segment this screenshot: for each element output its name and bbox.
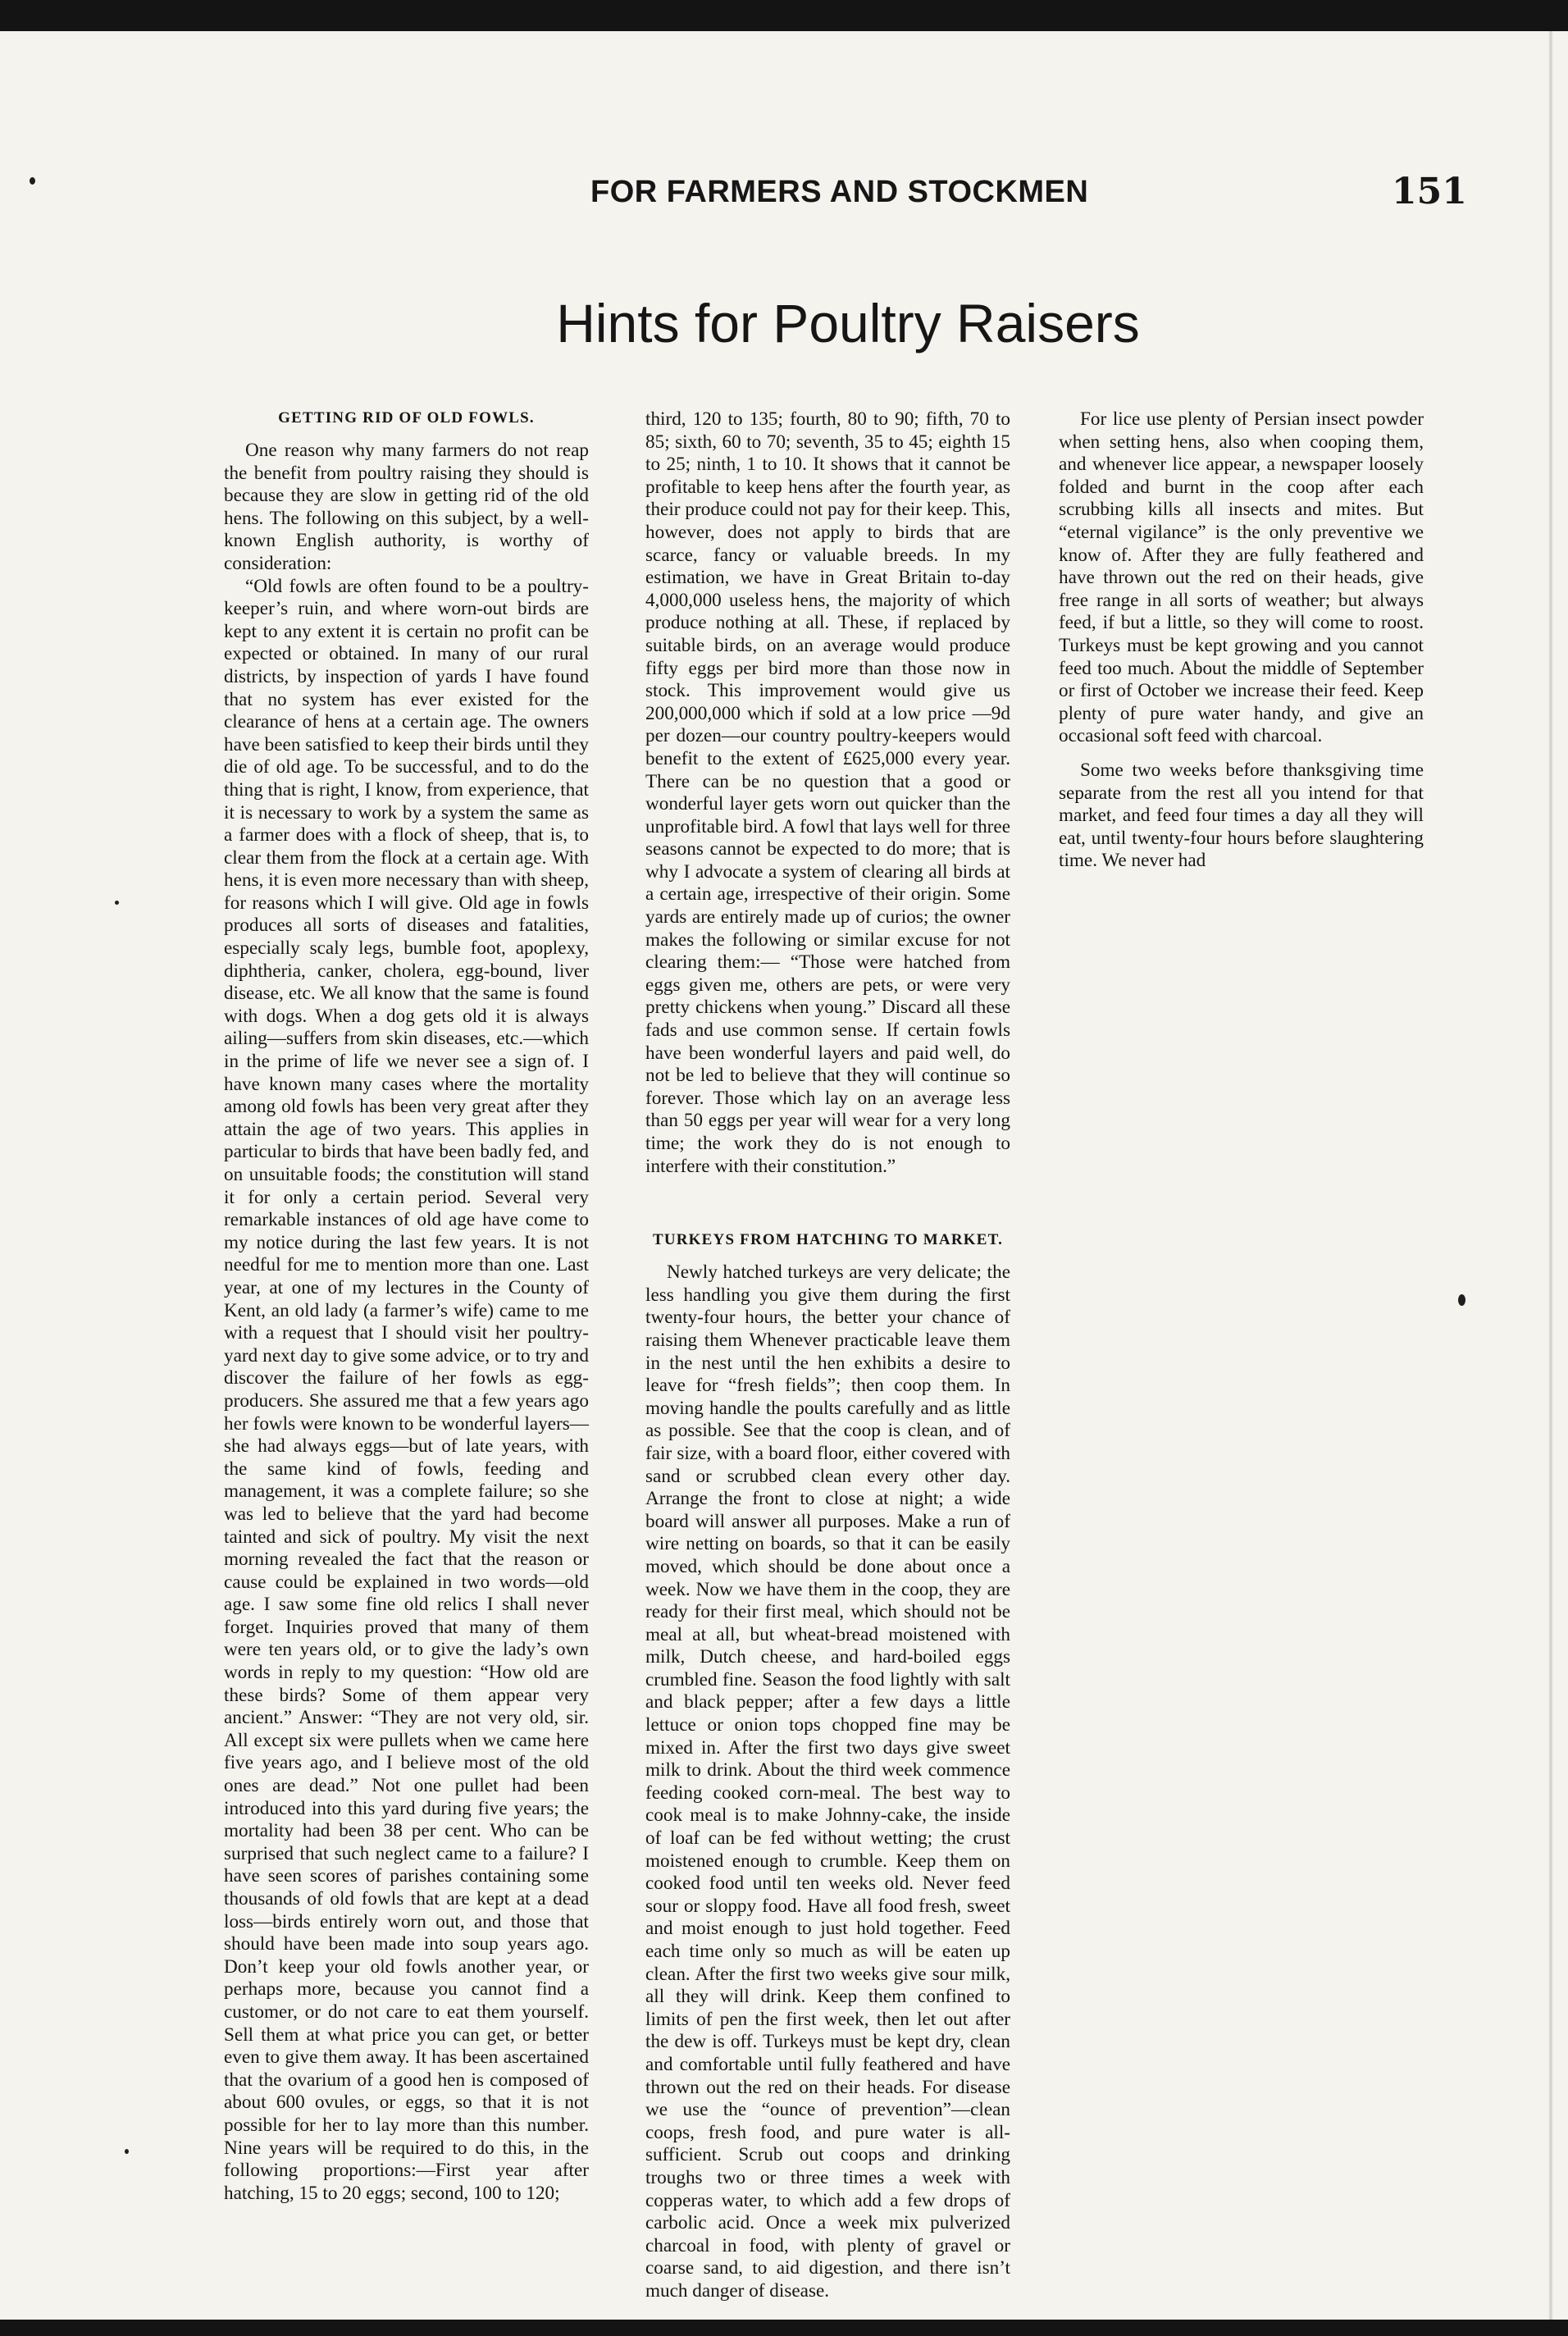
body-paragraph: Newly hatched turkeys are very delicate; the less handling you give them during the first twenty-four hours, the better your chance of raising them Whenever practicable leave them in the nest until the hen exhibits a desire to leave for “fresh fields”; then coop them. In moving handle the poults carefully and as little as possible. See that the coop is clean, and of fair size, with a board floor, either covered with sand or scrubbed clean every other day. Arrange the front to close at night; a wide board will answer all purposes. Make a run of wire netting on boards, so that it can be easily moved, which should be done about once a week. Now we have them in the coop, they are ready for their first meal, which should not be meal at all, but wheat-bread moistened with milk, Dutch cheese, and hard-boiled eggs crumbled fine. Season the food lightly with salt and black pepper; after a few days a little lettuce or onion tops chopped fine may be mixed in. After the first two days give sweet milk to drink. About the third week commence feeding cooked corn-meal. The best way to cook meal is to make Johnny-cake, the inside of loaf can be fed without wetting; the crust moistened enough to crumble. Keep them on cooked food until ten weeks old. Never feed sour or sloppy food. Have all food fresh, sweet and moist enough to just hold together. Feed each time only so much as will be eaten up clean. After the first two weeks give sour milk, all they will drink. Keep them confined to limits of pen the first week, then let out after the dew is off. Turkeys must be kept dry, clean and comfortable until fully feathered and have thrown out the red on their heads. For disease we use the “ounce of prevention”—clean coops, fresh food, and pure water is all-sufficient. Scrub out coops and drinking troughs two or three times a week with copperas water, to which add a few drops of carbolic acid. Once a week mix pulverized charcoal in food, with plenty of gravel or coarse sand, to aid digestion, and there isn’t much danger of disease. bbox=[645, 1262, 1010, 2302]
running-head: FOR FARMERS AND STOCKMEN bbox=[590, 175, 1089, 209]
section-heading-turkeys: TURKEYS FROM HATCHING TO MARKET. bbox=[652, 1231, 1004, 1249]
article-title: Hints for Poultry Raisers bbox=[556, 293, 1140, 354]
text-column-2 bbox=[645, 408, 1010, 2302]
text-column-3 bbox=[1059, 408, 1424, 2213]
page-number: 151 bbox=[1392, 171, 1467, 212]
text-column-1 bbox=[224, 408, 589, 2213]
body-paragraph: Some two weeks before thanksgiving time separate from the rest all you intend for that market, and feed four times a day all they will eat, until twenty-four hours before slaughtering time. We never had bbox=[1059, 759, 1424, 872]
body-paragraph-continued: third, 120 to 135; fourth, 80 to 90; fifth, 70 to 85; sixth, 60 to 70; seventh, 35 to 45; eighth 15 to 25; ninth, 1 to 10. It shows that it cannot be profitable to keep hens after the fourth year, as their produce could not pay for their keep. This, however, does not apply to birds that are scarce, fancy or valuable breeds. In my estimation, we have in Great Britain to-day 4,000,000 useless hens, the majority of which produce nothing at all. These, if replaced by suitable birds, on an average would produce fifty eggs per bird more than those now in stock. This improvement would give us 200,000,000 which if sold at a low price —9d per dozen—our country poultry-keepers would benefit to the extent of £625,000 every year. There can be no question that a good or wonderful layer gets worn out quicker than the unprofitable bird. A fowl that lays well for three seasons cannot be expected to do more; that is why I advocate a system of clearing all birds at a certain age, irrespective of their origin. Some yards are entirely made up of curios; the owner makes the following or similar excuse for not clearing them:— “Those were hatched from eggs given me, others are pets, or were very pretty chickens when young.” Discard all these fads and use common sense. If certain fowls have been wonderful layers and paid well, do not be led to believe that they will continue so forever. Those which lay on an average less than 50 eggs per year will wear for a very long time; the work they do is not enough to interfere with their constitution.” bbox=[645, 408, 1010, 1177]
section-heading-old-fowls: GETTING RID OF OLD FOWLS. bbox=[278, 409, 535, 427]
body-paragraph: “Old fowls are often found to be a poultry-keeper’s ruin, and where worn-out birds are kept to any extent it is certain no profit can be expected or obtained. In many of our rural districts, by inspection of yards I have found that no system has ever existed for the clearance of hens at a certain age. The owners have been satisfied to keep their birds until they die of old age. To be successful, and to do the thing that is right, I know, from experience, that it is necessary to work by a system the same as a farmer does with a flock of sheep, that is, to clear them from the flock at a certain age. With hens, it is even more necessary than with sheep, for reasons which I will give. Old age in fowls produces all sorts of diseases and fatalities, especially scaly legs, bumble foot, apoplexy, diphtheria, canker, cholera, egg-bound, liver disease, etc. We all know that the same is found with dogs. When a dog gets old it is always ailing—suffers from skin diseases, etc.—which in the prime of life we never see a sign of. I have known many cases where the mortality among old fowls has been very great after they attain the age of two years. This applies in particular to birds that have been badly fed, and on unsuitable foods; the constitution will stand it for only a certain period. Several very remarkable instances of old age have come to my notice during the last few years. It is not needful for me to mention more than one. Last year, at one of my lectures in the County of Kent, an old lady (a farmer’s wife) came to me with a request that I should visit her poultry-yard next day to give some advice, or to try and discover the failure of her fowls as egg-producers. She assured me that a few years ago her fowls were known to be wonderful layers—she had always eggs—but of late years, with the same kind of fowls, feeding and management, it was a complete failure; so she was led to believe that the yard had become tainted and sick of poultry. My visit the next morning revealed the fact that the reason or cause could be explained in two words—old age. I saw some fine old relics I shall never forget. Inquiries proved that many of them were ten years old, or to give the lady’s own words in reply to my question: “How old are these birds? Some of them appear very ancient.” Answer: “They are not very old, sir. All except six were pullets when we came here five years ago, and I believe most of the old ones are dead.” Not one pullet had been introduced into this yard during five years; the mortality had been 38 per cent. Who can be surprised that such neglect came to a failure? I have seen scores of parishes containing some thousands of old fowls that are kept at a dead loss—birds entirely worn out, and those that should have been made into soup years ago. Don’t keep your old fowls another year, or perhaps more, because you cannot find a customer, or do not care to eat them yourself. Sell them at what price you can get, or better even to give them away. It has been ascertained that the ovarium of a good hen is composed of about 600 ovules, or eggs, so that it is not possible for her to lay more than this number. Nine years will be required to do this, in the following proportions:—First year after hatching, 15 to 20 eggs; second, 100 to 120; bbox=[224, 575, 589, 2204]
magazine-page bbox=[0, 31, 1568, 2320]
body-paragraph: For lice use plenty of Persian insect powder when setting hens, also when cooping them, and whenever lice appear, a newspaper loosely folded and burnt in the coop after each scrubbing kills all insects and mites. But “eternal vigilance” is the only preventive we know of. After they are fully feathered and have thrown out the red on their heads, give free range in all sorts of weather; but always feed, if but a little, so they will come to roost. Turkeys must be kept growing and you cannot feed too much. About the middle of September or first of October we increase their feed. Keep plenty of pure water handy, and give an occasional soft feed with charcoal. bbox=[1059, 408, 1424, 747]
body-paragraph: One reason why many farmers do not reap the benefit from poultry raising they should is because they are slow in getting rid of the old hens. The following on this subject, by a well-known English authority, is worthy of consideration: bbox=[224, 440, 589, 574]
print-speck bbox=[30, 177, 35, 185]
page-fold-shadow bbox=[1548, 31, 1553, 2320]
print-speck bbox=[115, 901, 119, 905]
print-speck bbox=[125, 2149, 129, 2154]
print-speck bbox=[1458, 1294, 1465, 1306]
